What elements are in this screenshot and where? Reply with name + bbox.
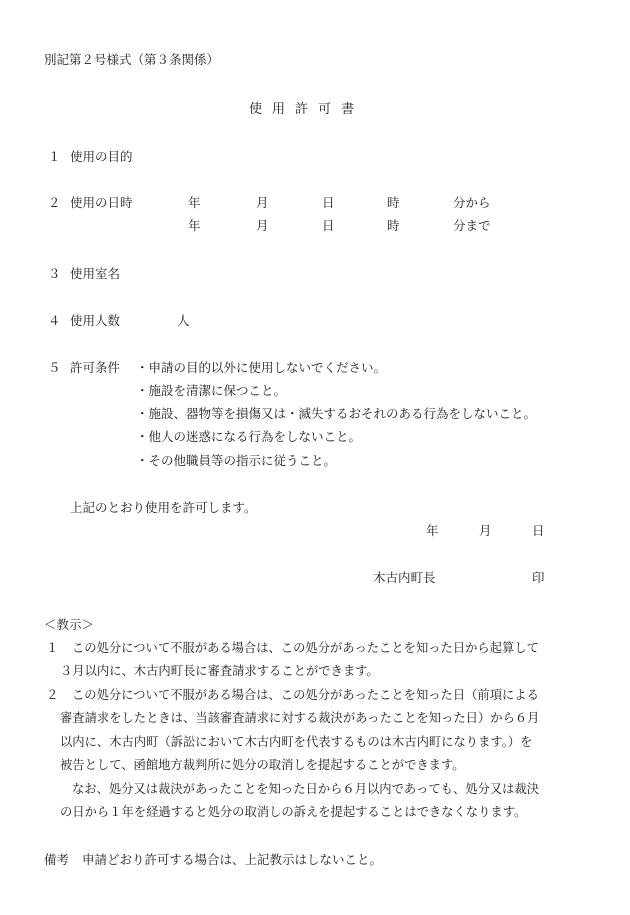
notice-line: なお、処分又は裁決があったことを知った日から６月以内であっても、処分又は裁決 [72, 782, 540, 796]
title-char: 可 [318, 102, 332, 117]
condition-item: ・施設を清潔に保つこと。 [136, 383, 287, 398]
notice-line: この処分について不服がある場合は、この処分があったことを知った日から起算して [72, 641, 539, 655]
condition-item: ・申請の目的以外に使用しないでください。 [136, 360, 387, 375]
people-label: 使用人数 [70, 313, 121, 328]
item-number: １ [48, 149, 61, 164]
permission-month-unit: 月 [479, 523, 492, 538]
notice-line: ３月以内に、木古内町長に審査請求することができます。 [60, 664, 379, 678]
condition-item: ・他人の迷惑になる行為をしないこと。 [136, 429, 362, 444]
notice-line: の日から１年を経過すると処分の取消しの訴えを提起することはできなくなります。 [60, 805, 527, 819]
permission-year-unit: 年 [426, 523, 439, 538]
remarks-label: 備考 [44, 852, 70, 867]
item-number: ５ [48, 360, 61, 375]
end-minute-unit: 分まで [453, 218, 491, 233]
start-year-unit: 年 [188, 195, 201, 210]
start-day-unit: 日 [322, 195, 335, 210]
start-minute-unit: 分から [453, 195, 491, 210]
condition-item: ・その他職員等の指示に従うこと。 [136, 453, 337, 468]
notice-line: 被告として、函館地方裁判所に処分の取消しを提起することができます。 [60, 758, 465, 772]
permission-statement: 上記のとおり使用を許可します。 [70, 500, 257, 515]
notice-line: この処分について不服がある場合は、この処分があったことを知った日（前項による [72, 688, 539, 702]
notice-line: 以内に、木古内町（訴訟において木古内町を代表するものは木古内町になります。）を [60, 735, 533, 749]
condition-item: ・施設、器物等を損傷又は・滅失するおそれのある行為をしないこと。 [136, 406, 537, 421]
end-hour-unit: 時 [387, 218, 400, 233]
title-char: 用 [272, 102, 286, 117]
document-title [249, 101, 354, 118]
notice-line: 審査請求をしたときは、当該審査請求に対する裁決があったことを知った日）から６月 [60, 711, 540, 725]
people-unit: 人 [177, 313, 190, 328]
item-number: ３ [48, 266, 61, 281]
end-year-unit: 年 [188, 218, 201, 233]
form-label: 別記第２号様式（第３条関係） [44, 52, 220, 67]
purpose-label: 使用の目的 [70, 149, 133, 164]
remarks-text: 申請どおり許可する場合は、上記教示はしないこと。 [82, 852, 383, 867]
start-hour-unit: 時 [387, 195, 400, 210]
item-number: ４ [48, 313, 61, 328]
conditions-label: 許可条件 [70, 360, 121, 375]
notice-item-number: １ [46, 640, 59, 655]
datetime-label: 使用の日時 [70, 195, 133, 210]
seal-mark: 印 [532, 570, 545, 585]
start-month-unit: 月 [256, 195, 269, 210]
permission-day-unit: 日 [532, 523, 545, 538]
notice-item-number: ２ [46, 687, 59, 702]
notice-heading: ＜教示＞ [44, 617, 95, 632]
title-char: 許 [295, 102, 309, 117]
end-day-unit: 日 [322, 218, 335, 233]
title-char: 書 [341, 102, 355, 117]
item-number: ２ [48, 195, 61, 210]
end-month-unit: 月 [256, 218, 269, 233]
room-label: 使用室名 [70, 266, 121, 281]
issuer-name: 木古内町長 [373, 570, 436, 585]
title-char: 使 [249, 102, 263, 117]
